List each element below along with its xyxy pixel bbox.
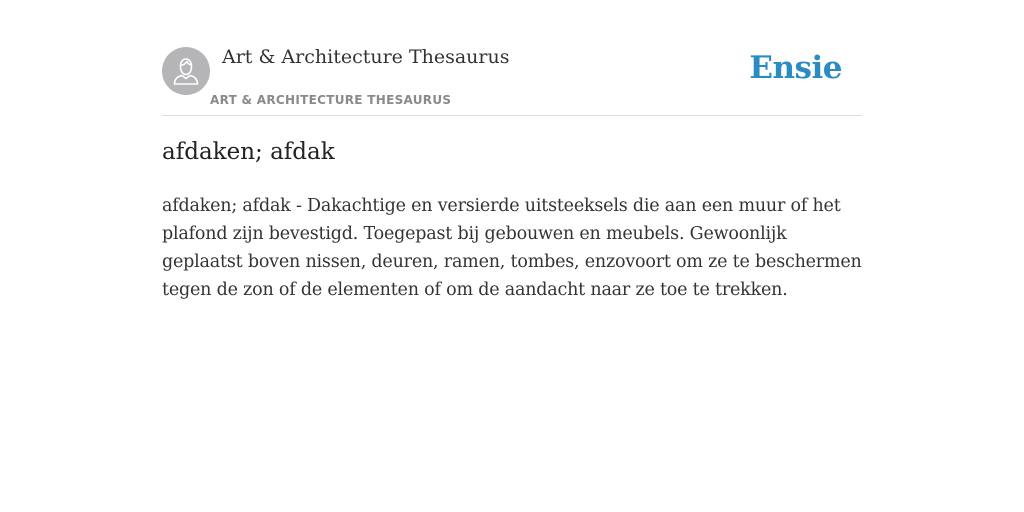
avatar[interactable] xyxy=(162,47,210,95)
entry-definition: afdaken; afdak - Dakachtige en versierde uitsteeksels die aan een muur of het plafond zijn bevestigd. Toegepast bij gebouwen en meubels. Gewoonlijk geplaatst boven nissen, deuren, ramen, tombes, enzovoort om ze te beschermen tegen de zon of de elementen of om de aandacht naar ze toe te trekken. xyxy=(162,196,862,300)
source-subtitle[interactable]: ART & ARCHITECTURE THESAURUS xyxy=(210,93,452,107)
source-header xyxy=(162,44,862,116)
entry-title: afdaken; afdak xyxy=(162,139,335,165)
user-outline-icon xyxy=(162,47,210,95)
source-title[interactable]: Art & Architecture Thesaurus xyxy=(222,46,510,68)
brand-logo[interactable]: Ensie xyxy=(749,50,842,86)
